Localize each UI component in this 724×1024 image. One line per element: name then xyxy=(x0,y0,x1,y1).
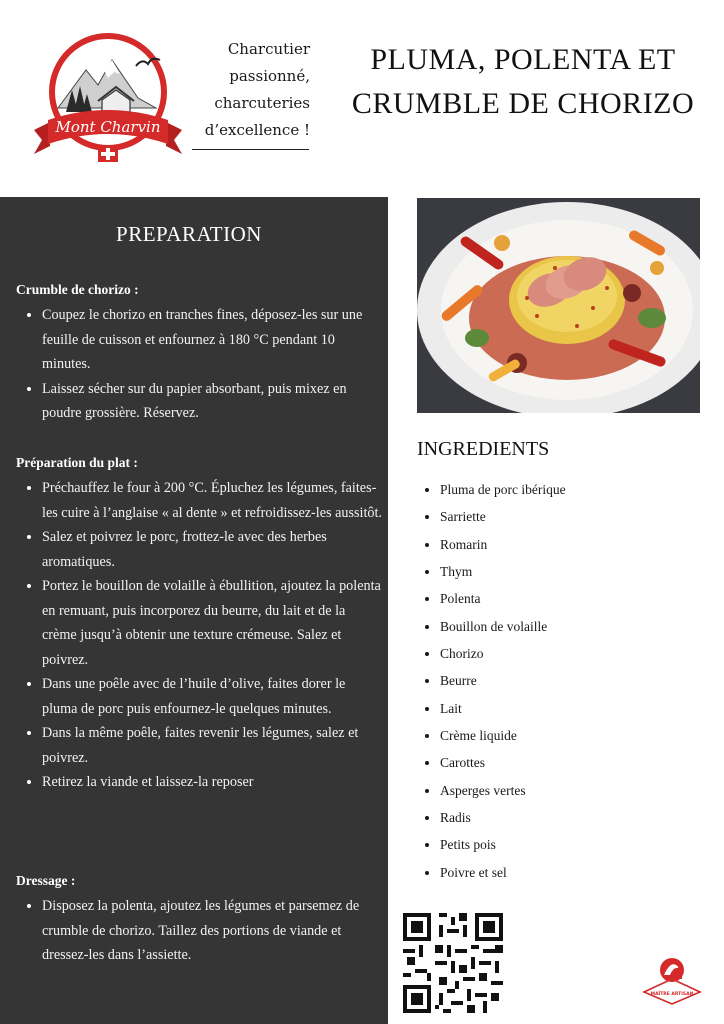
maitre-artisan-badge xyxy=(640,955,704,1005)
step-item: • Portez le bouillon de volaille à ébullition, ajoutez la polenta en remuant, puis incorporez du beurre, du lait et de la crème jusqu’à obtenir une texture crémeuse. Salez et poivrez. xyxy=(42,574,382,672)
steps-dressage xyxy=(22,894,382,968)
ingredients-list xyxy=(420,476,566,886)
step-item: • Dans une poêle avec de l’huile d’olive, faites dorer le pluma de porc puis enfournez-le quelques minutes. xyxy=(42,672,382,721)
step-item: • Préchauffez le four à 200 °C. Épluchez les légumes, faites-les cuire à l’anglaise « al dente » et refroidissez-les aussitôt. xyxy=(42,476,382,525)
step-item: • Retirez la viande et laissez-la reposer xyxy=(42,770,382,795)
ingredient-item: • Chorizo xyxy=(440,640,566,667)
logo-text: Mont Charvin xyxy=(55,118,161,136)
ingredient-item: • Poivre et sel xyxy=(440,859,566,886)
ingredient-item: • Romarin xyxy=(440,531,566,558)
step-item: • Coupez le chorizo en tranches fines, déposez-les sur une feuille de cuisson et enfournez à 180 °C pendant 10 minutes. xyxy=(42,303,382,377)
ingredient-item: • Beurre xyxy=(440,667,566,694)
ingredient-item: • Polenta xyxy=(440,585,566,612)
section-title-dressage: Dressage : xyxy=(16,873,76,888)
ingredient-item: • Sarriette xyxy=(440,503,566,530)
ingredient-item: • Crème liquide xyxy=(440,722,566,749)
ingredient-item: • Pluma de porc ibérique xyxy=(440,476,566,503)
ingredient-item: • Carottes xyxy=(440,749,566,776)
recipe-title: PLUMA, POLENTA ET CRUMBLE DE CHORIZO xyxy=(351,43,695,120)
preparation-heading: PREPARATION xyxy=(116,222,262,246)
section-title-preparation: Préparation du plat : xyxy=(16,455,138,470)
ingredient-item: • Radis xyxy=(440,804,566,831)
badge-text: MAÎTRE ARTISAN xyxy=(650,992,694,997)
ingredients-heading: INGREDIENTS xyxy=(417,438,550,460)
ingredient-item: • Lait xyxy=(440,695,566,722)
dish-photo xyxy=(417,198,700,413)
tagline-divider xyxy=(192,149,309,150)
ingredient-item: • Asperges vertes xyxy=(440,777,566,804)
ingredient-item: • Bouillon de volaille xyxy=(440,613,566,640)
step-item: • Laissez sécher sur du papier absorbant, puis mixez en poudre grossière. Réservez. xyxy=(42,377,382,426)
step-item: • Dans la même poêle, faites revenir les légumes, salez et poivrez. xyxy=(42,721,382,770)
step-item: • Disposez la polenta, ajoutez les légumes et parsemez de crumble de chorizo. Taillez des portions de viande et dressez-les dans l’assiette. xyxy=(42,894,382,968)
steps-crumble xyxy=(22,303,382,426)
ingredient-item: • Petits pois xyxy=(440,831,566,858)
steps-preparation xyxy=(22,476,382,795)
mont-charvin-logo xyxy=(28,30,188,170)
tagline: Charcutier passionné, charcuteries d’excellence ! xyxy=(204,40,310,139)
qr-code[interactable] xyxy=(403,913,503,1013)
section-title-crumble: Crumble de chorizo : xyxy=(16,282,139,297)
step-item: • Salez et poivrez le porc, frottez-le avec des herbes aromatiques. xyxy=(42,525,382,574)
ingredient-item: • Thym xyxy=(440,558,566,585)
